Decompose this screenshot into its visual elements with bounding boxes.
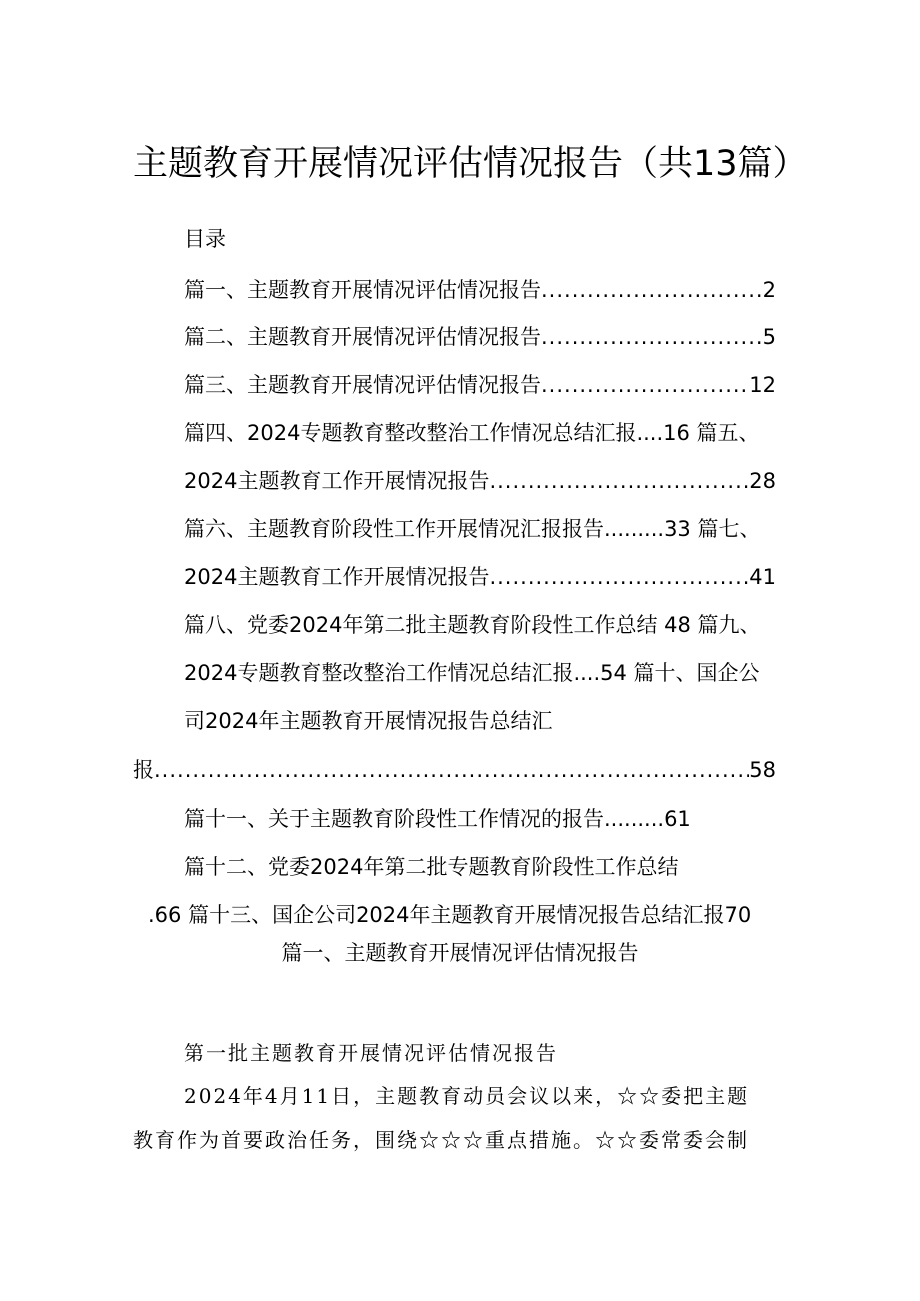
toc-line-6[interactable] — [184, 514, 760, 544]
toc-page-number: 12 — [749, 373, 776, 397]
toc-entry-label: 篇十二、党委2024年第二批专题教育阶段性工作总结 — [184, 855, 679, 879]
dot-leader — [541, 275, 763, 305]
toc-entry-label: 篇十一、关于主题教育阶段性工作情况的报告.........61 — [184, 807, 691, 831]
toc-line-12[interactable] — [184, 804, 691, 834]
dot-leader — [541, 322, 763, 352]
toc-entry-label: 篇三、主题教育开展情况评估情况报告 — [184, 373, 541, 397]
toc-entry-11[interactable] — [133, 755, 776, 785]
toc-entry-1[interactable] — [184, 275, 776, 305]
toc-entry-label: .66 篇十三、国企公司2024年主题教育开展情况报告总结汇报70 — [148, 903, 752, 927]
toc-line-4[interactable] — [184, 418, 760, 448]
toc-page-number: 58 — [749, 758, 776, 782]
toc-line-9[interactable] — [184, 658, 760, 688]
toc-entry-label: 司2024年主题教育开展情况报告总结汇 — [184, 709, 553, 733]
toc-entry-3[interactable] — [184, 370, 776, 400]
toc-entry-5[interactable] — [184, 466, 776, 496]
toc-page-number: 28 — [749, 469, 776, 493]
toc-entry-label: 报 — [133, 758, 154, 782]
section-heading: 篇一、主题教育开展情况评估情况报告 — [281, 941, 639, 965]
toc-entry-label: 篇四、2024专题教育整改整治工作情况总结汇报....16 篇五、 — [184, 421, 760, 445]
toc-entry-label: 篇一、主题教育开展情况评估情况报告 — [184, 278, 541, 302]
toc-entry-label: 2024主题教育工作开展情况报告 — [184, 469, 490, 493]
toc-entry-7[interactable] — [184, 562, 776, 592]
toc-line-10[interactable] — [184, 706, 552, 736]
dot-leader — [489, 562, 749, 592]
toc-page-number: 2 — [762, 278, 776, 302]
body-paragraph-line: 教育作为首要政治任务，围绕☆☆☆重点措施。☆☆委常委会制 — [133, 1128, 749, 1152]
body-paragraph-line: 2024年4月11日，主题教育动员会议以来，☆☆委把主题 — [184, 1084, 750, 1108]
dot-leader — [154, 755, 749, 785]
toc-line-13[interactable] — [184, 852, 678, 882]
toc-page-number: 5 — [762, 325, 776, 349]
toc-page-number: 41 — [749, 565, 776, 589]
toc-line-8[interactable] — [184, 610, 761, 640]
toc-entry-label: 篇二、主题教育开展情况评估情况报告 — [184, 325, 541, 349]
document-title: 主题教育开展情况评估情况报告（共13篇） — [133, 144, 808, 184]
toc-entry-2[interactable] — [184, 322, 776, 352]
body-subtitle: 第一批主题教育开展情况评估情况报告 — [184, 1041, 558, 1065]
toc-entry-label: 篇八、党委2024年第二批主题教育阶段性工作总结 48 篇九、 — [184, 613, 761, 637]
dot-leader — [489, 466, 749, 496]
toc-entry-label: 2024主题教育工作开展情况报告 — [184, 565, 490, 589]
toc-entry-label: 2024专题教育整改整治工作情况总结汇报....54 篇十、国企公 — [184, 661, 760, 685]
toc-line-14[interactable] — [148, 900, 751, 930]
toc-heading: 目录 — [184, 227, 226, 251]
dot-leader — [541, 370, 749, 400]
toc-entry-label: 篇六、主题教育阶段性工作开展情况汇报报告.........33 篇七、 — [184, 517, 761, 541]
